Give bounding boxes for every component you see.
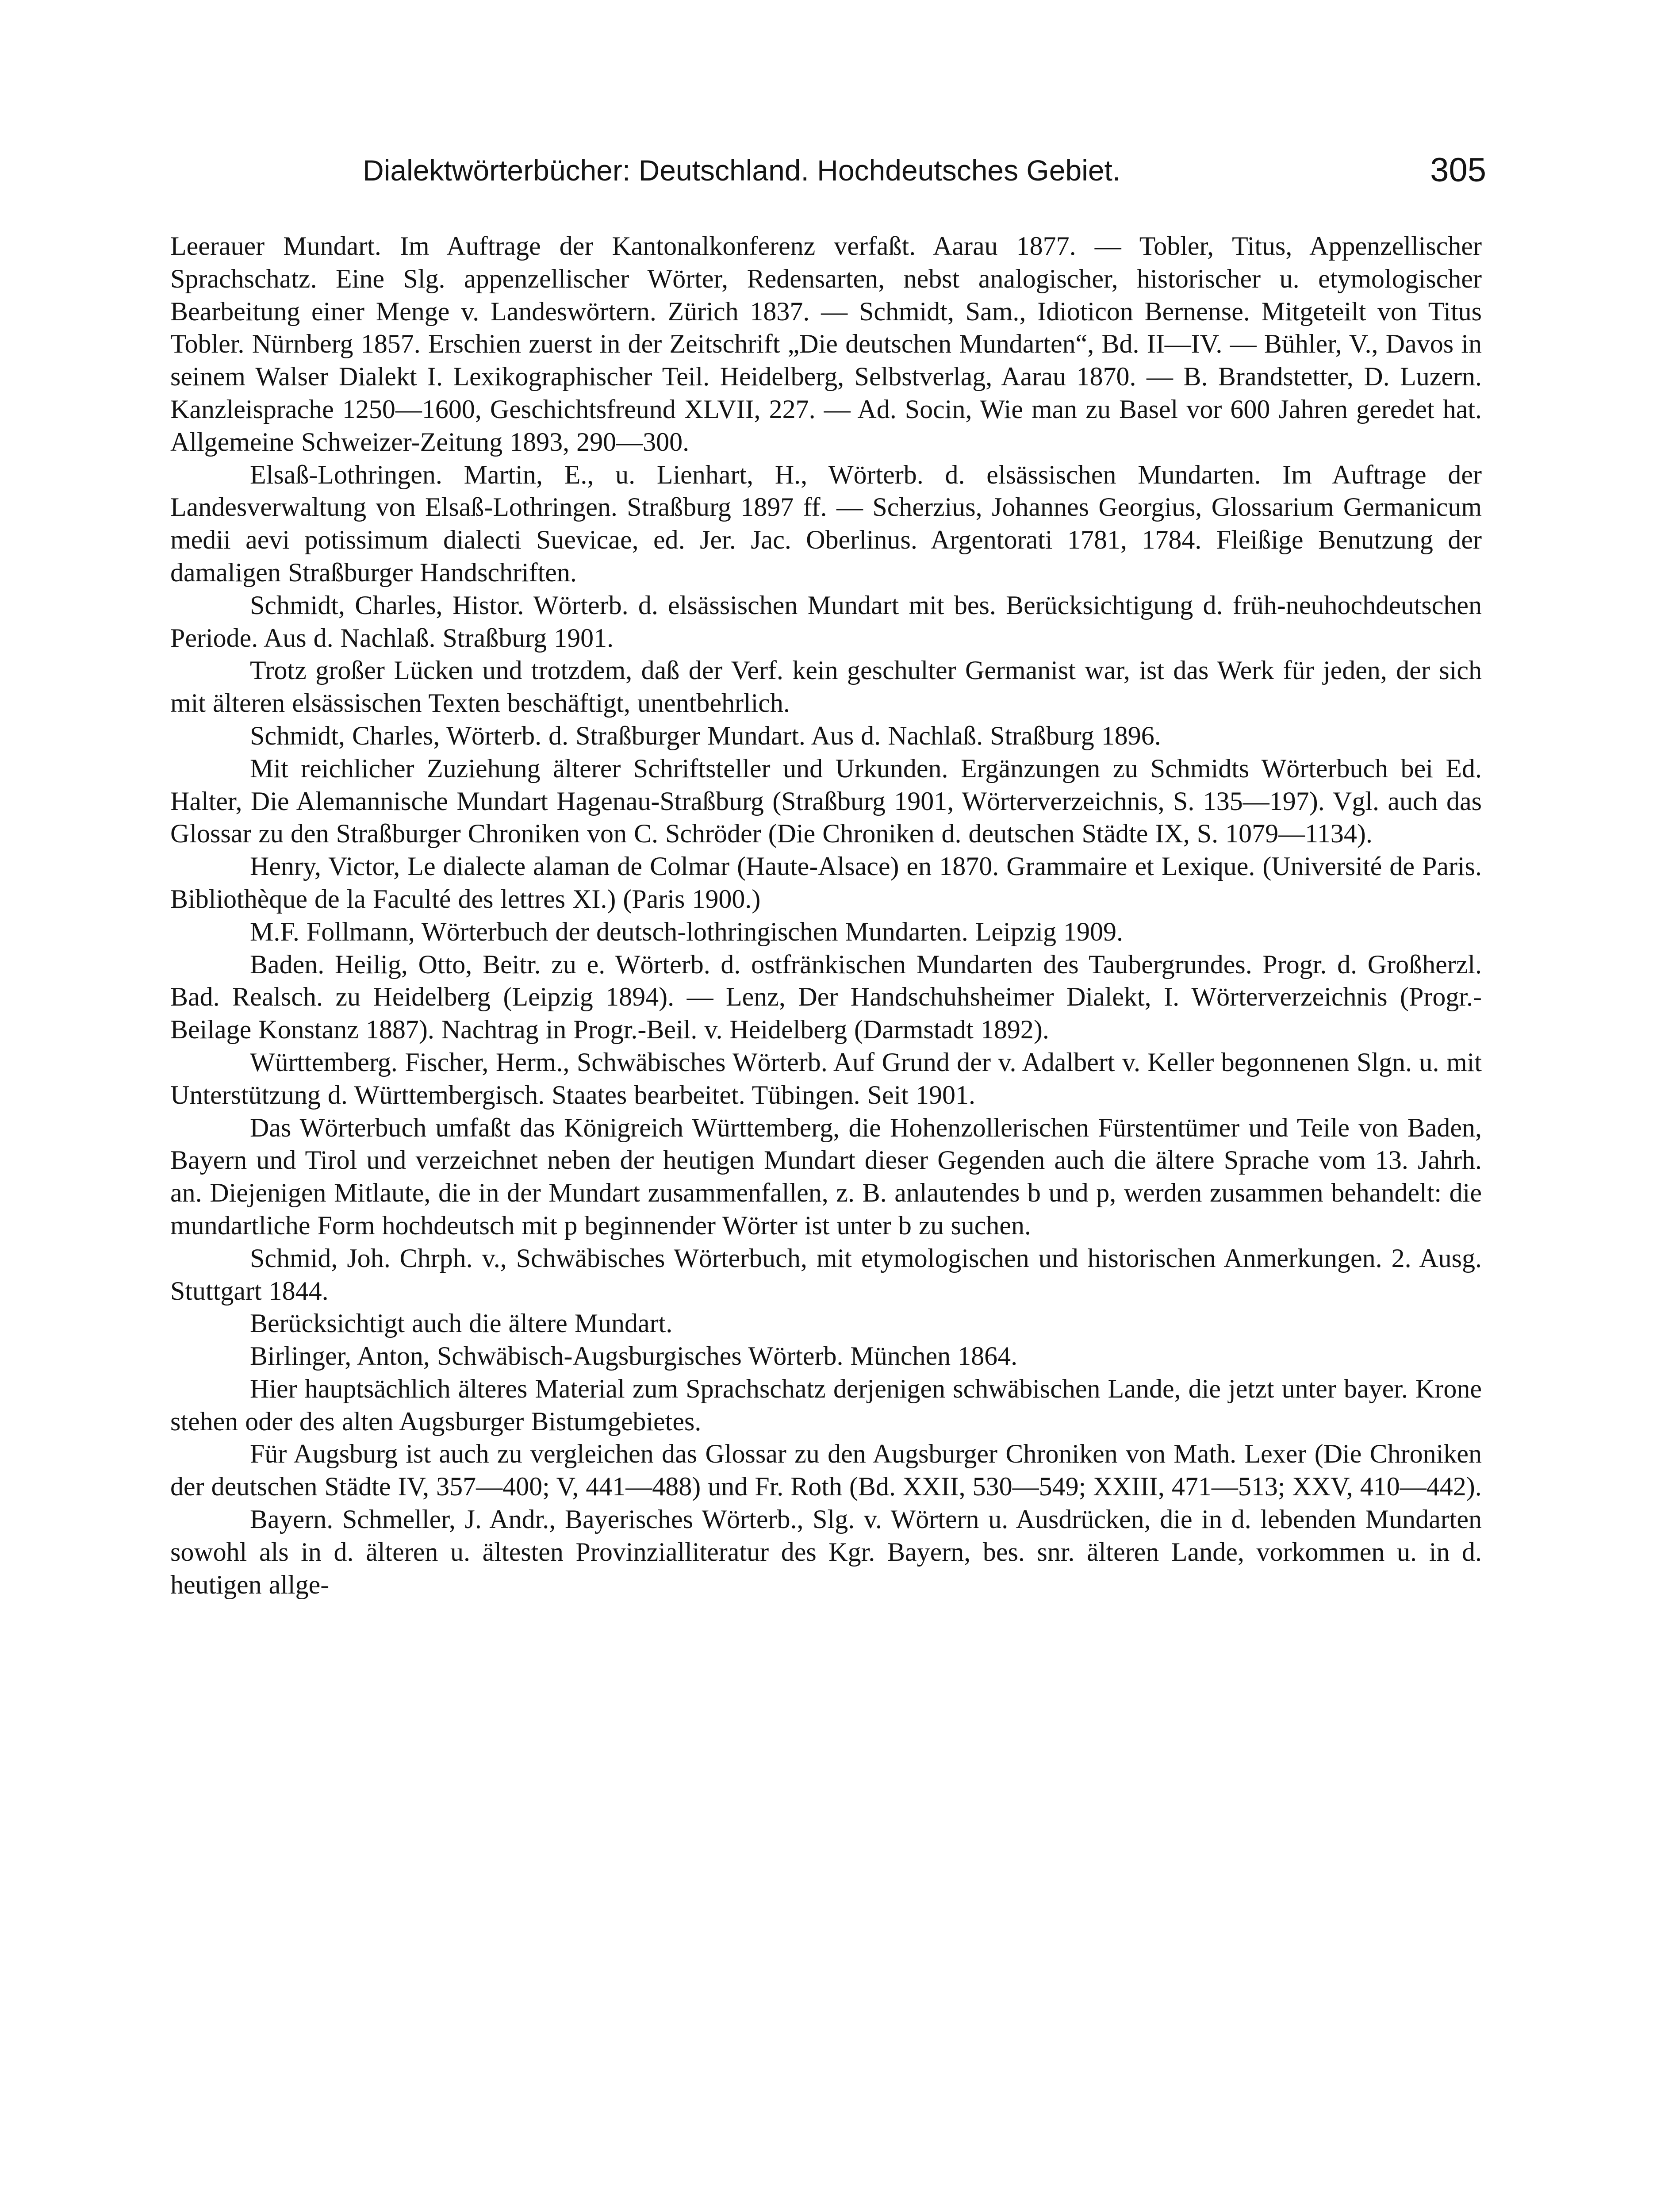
paragraph-wuerttemberg: Württemberg. Fischer, Herm., Schwäbisches Wörterb. Auf Grund der v. Adalbert v. Keller begonnenen Slgn. u. mit Unterstützung d. Württembergisch. Staates bearbeitet. Tübingen. Seit 1901. [170,1047,1482,1110]
paragraph-elsass: Elsaß-Lothringen. Martin, E., u. Lienhart, H., Wörterb. d. elsässischen Mundarten. Im Auftrage der Landesverwaltung von Elsaß-Lothringen. Straßburg 1897 ff. — Scherzius, Johannes Georgius, Glossarium Germanicum medii aevi potissimum dialecti Suevicae, ed. Jer. Jac. Oberlinus. Argentorati 1781, 1784. Fleißige Benutzung der damaligen Straßburger Handschriften. [170,460,1482,587]
main-text [170,230,1482,1601]
paragraph-schmidt-histor: Schmidt, Charles, Histor. Wörterb. d. elsässischen Mundart mit bes. Berücksichtigung d. früh-neuhochdeutschen Periode. Aus d. Nachlaß. Straßburg 1901. [170,590,1482,653]
page-number: 305 [1430,151,1486,189]
paragraph-baden: Baden. Heilig, Otto, Beitr. zu e. Wörterb. d. ostfränkischen Mundarten des Taubergrundes. Progr. d. Großherzl. Bad. Realsch. zu Heidelberg (Leipzig 1894). — Lenz, Der Handschuhsheimer Dialekt, I. Wörterverzeichnis (Progr.-Beilage Konstanz 1887). Nachtrag in Progr.-Beil. v. Heidelberg (Darmstadt 1892). [170,949,1482,1045]
paragraph-birlinger-note: Hier hauptsächlich älteres Material zum Sprachschatz derjenigen schwäbischen Lande, die jetzt unter bayer. Krone stehen oder des alten Augsburger Bistumgebietes. [170,1374,1482,1436]
paragraph-schmid: Schmid, Joh. Chrph. v., Schwäbisches Wörterbuch, mit etymologischen und historischen Anmerkungen. 2. Ausg. Stuttgart 1844. [170,1243,1482,1306]
paragraph-augsburg-note: Für Augsburg ist auch zu vergleichen das Glossar zu den Augsburger Chroniken von Math. Lexer (Die Chroniken der deutschen Städte IV, 357—400; V, 441—488) und Fr. Roth (Bd. XXII, 530—549; XXIII, 471—513; XXV, 410—442). [170,1439,1482,1502]
paragraph-bayern: Bayern. Schmeller, J. Andr., Bayerisches Wörterb., Slg. v. Wörtern u. Ausdrücken, die in d. lebenden Mundarten sowohl als in d. älteren u. ältesten Provinzialliteratur des Kgr. Bayern, bes. snr. älteren Lande, vorkommen u. in d. heutigen allge- [170,1505,1482,1599]
paragraph-birlinger: Birlinger, Anton, Schwäbisch-Augsburgisches Wörterb. München 1864. [250,1341,1018,1371]
paragraph-wuerttemberg-note: Das Wörterbuch umfaßt das Königreich Württemberg, die Hohenzollerischen Fürstentümer und Teile von Baden, Bayern und Tirol und verzeichnet neben der heutigen Mundart dieser Gegenden auch die ältere Sprache vom 13. Jahrh. an. Diejenigen Mitlaute, die in der Mundart zusammenfallen, z. B. anlautendes b und p, werden zusammen behandelt: die mundartliche Form hochdeutsch mit p beginnender Wörter ist unter b zu suchen. [170,1113,1482,1240]
paragraph-switzerland-cont: Leerauer Mundart. Im Auftrage der Kantonalkonferenz verfaßt. Aarau 1877. — Tobler, Titus, Appenzellischer Sprachschatz. Eine Slg. appenzellischer Wörter, Redensarten, nebst analogischer, historischer u. etymologischer Bearbeitung einer Menge v. Landeswörtern. Zürich 1837. — Schmidt, Sam., Idioticon Bernense. Mitgeteilt von Titus Tobler. Nürnberg 1857. Erschien zuerst in der Zeitschrift „Die deutschen Mundarten“, Bd. II—IV. — Bühler, V., Davos in seinem Walser Dialekt I. Lexikographischer Teil. Heidelberg, Selbstverlag, Aarau 1870. — B. Brandstetter, D. Luzern. Kanzleisprache 1250—1600, Geschichtsfreund XLVII, 227. — Ad. Socin, Wie man zu Basel vor 600 Jahren geredet hat. Allgemeine Schweizer-Zeitung 1893, 290—300. [170,231,1482,457]
running-header [363,146,1486,195]
paragraph-schmidt-strassburg: Schmidt, Charles, Wörterb. d. Straßburger Mundart. Aus d. Nachlaß. Straßburg 1896. [250,721,1161,750]
paragraph-henry: Henry, Victor, Le dialecte alaman de Colmar (Haute-Alsace) en 1870. Grammaire et Lexique. (Université de Paris. Bibliothèque de la Faculté des lettres XI.) (Paris 1900.) [170,852,1482,914]
paragraph-schmidt-note: Trotz großer Lücken und trotzdem, daß der Verf. kein geschulter Germanist war, ist das Werk für jeden, der sich mit älteren elsässischen Texten beschäftigt, unentbehrlich. [170,656,1482,718]
header-title: Dialektwörterbücher: Deutschland. Hochdeutsches Gebiet. [363,154,1121,187]
paragraph-schmidt-strassburg-note: Mit reichlicher Zuziehung älterer Schriftsteller und Urkunden. Ergänzungen zu Schmidts Wörterbuch bei Ed. Halter, Die Alemannische Mundart Hagenau-Straßburg (Straßburg 1901, Wörterverzeichnis, S. 135—197). Vgl. auch das Glossar zu den Straßburger Chroniken von C. Schröder (Die Chroniken d. deutschen Städte IX, S. 1079—1134). [170,753,1482,849]
paragraph-schmid-note: Berücksichtigt auch die ältere Mundart. [250,1309,673,1338]
paragraph-follmann: M.F. Follmann, Wörterbuch der deutsch-lothringischen Mundarten. Leipzig 1909. [250,917,1124,946]
